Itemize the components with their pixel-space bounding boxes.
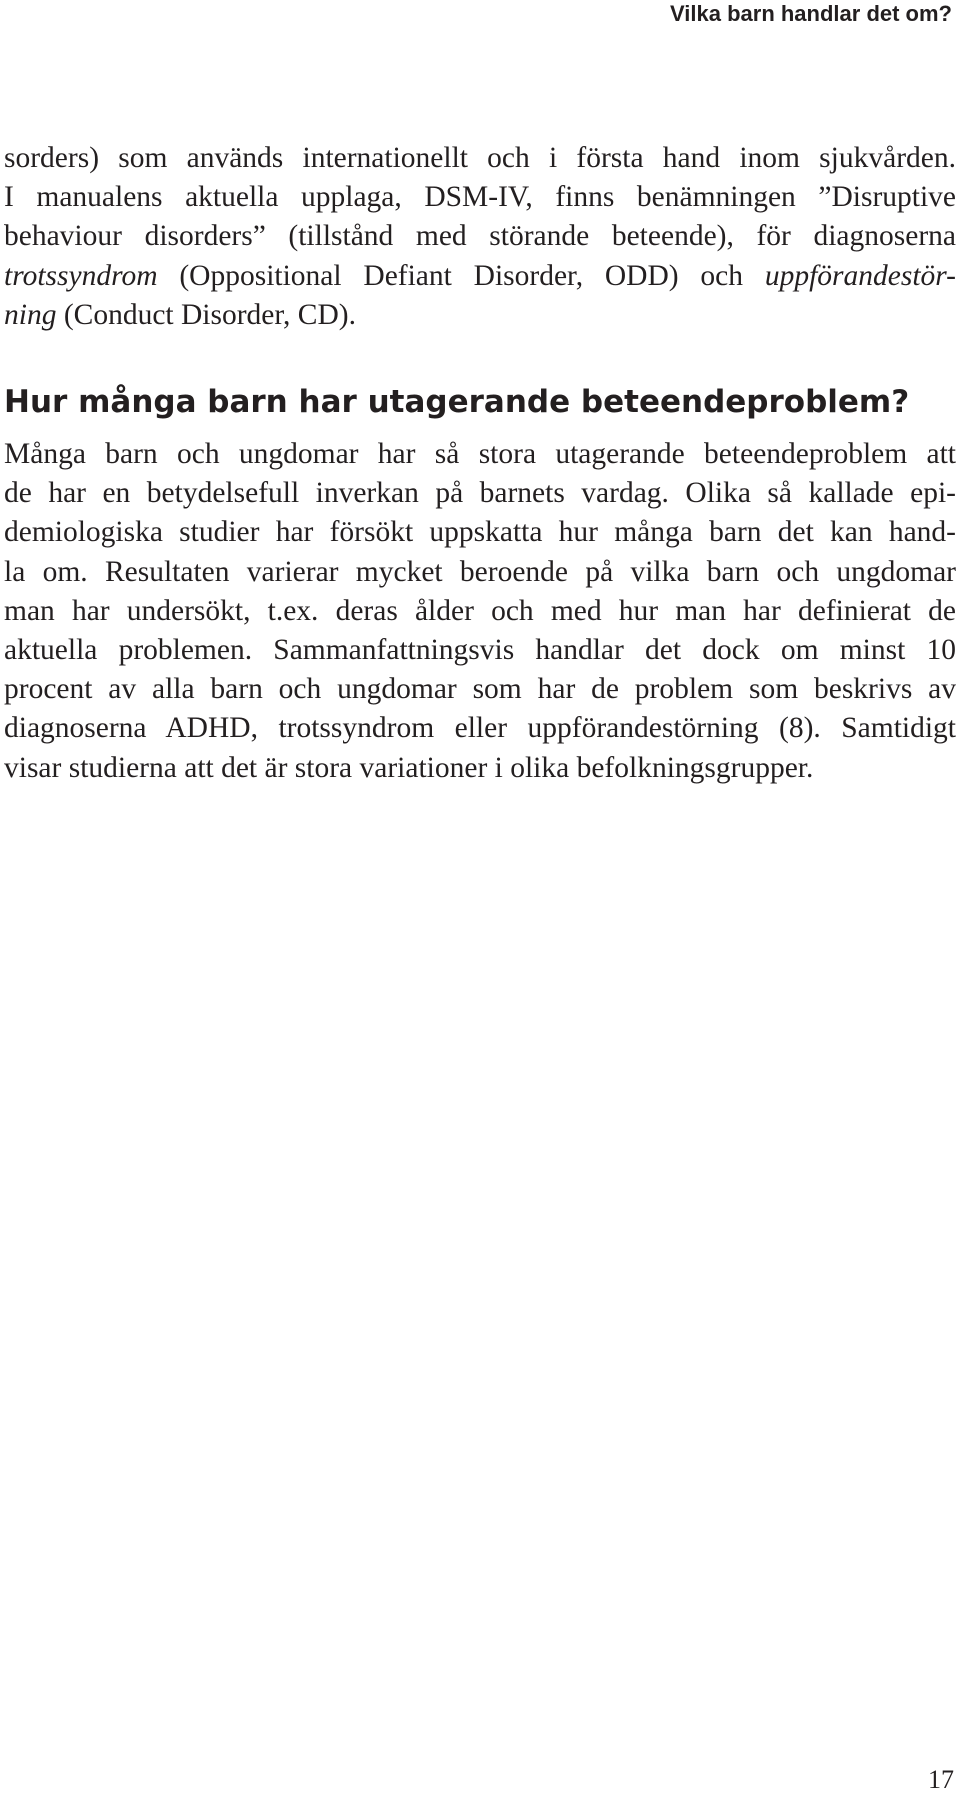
section-line-9: visar studierna att det är stora variationer i olika befolkningsgrupper. — [4, 751, 814, 784]
intro-line-1: sorders) som används internationellt och i första hand inom sjukvården. — [4, 142, 956, 174]
section-line-5: man har undersökt, t.ex. deras ålder och med hur man har definierat de — [4, 594, 956, 627]
section-line-1: Många barn och ungdomar har så stora utagerande beteendeproblem att — [4, 438, 956, 470]
intro-line-5 — [4, 296, 956, 335]
section-line-3: demiologiska studier har försökt uppskatta hur många barn det kan hand- — [4, 516, 956, 549]
intro-line-4-text: (Oppositional Defiant Disorder, ODD) och — [157, 259, 765, 292]
term-uppforandestorning: uppförandestör- — [764, 259, 956, 292]
intro-paragraph — [4, 139, 956, 335]
page-number: 17 — [928, 1765, 954, 1794]
running-header: Vilka barn handlar det om? — [670, 1, 952, 26]
intro-line-3: behaviour disorders” (tillstånd med störande beteende), för diagnoserna — [4, 220, 956, 253]
section-line-8: diagnoserna ADHD, trotssyndrom eller uppförandestörning (8). Samtidigt — [4, 712, 956, 745]
term-trotssyndrom: trotssyndrom — [4, 259, 158, 292]
section-line-2: de har en betydelsefull inverkan på barnets vardag. Olika så kallade epi- — [4, 477, 956, 510]
section-paragraph — [4, 435, 956, 788]
section-heading: Hur många barn har utagerande beteendeproblem? — [4, 384, 910, 420]
intro-line-2: I manualens aktuella upplaga, DSM-IV, finns benämningen ”Disruptive — [4, 181, 956, 214]
section-line-4: la om. Resultaten varierar mycket beroende på vilka barn och ungdomar — [4, 555, 956, 588]
section-line-7: procent av alla barn och ungdomar som har de problem som beskrivs av — [4, 673, 956, 706]
intro-line-5-text: (Conduct Disorder, CD). — [56, 298, 356, 331]
term-ning: ning — [4, 298, 57, 331]
section-line-6: aktuella problemen. Sammanfattningsvis handlar det dock om minst 10 — [4, 634, 956, 667]
intro-line-4 — [4, 257, 956, 296]
